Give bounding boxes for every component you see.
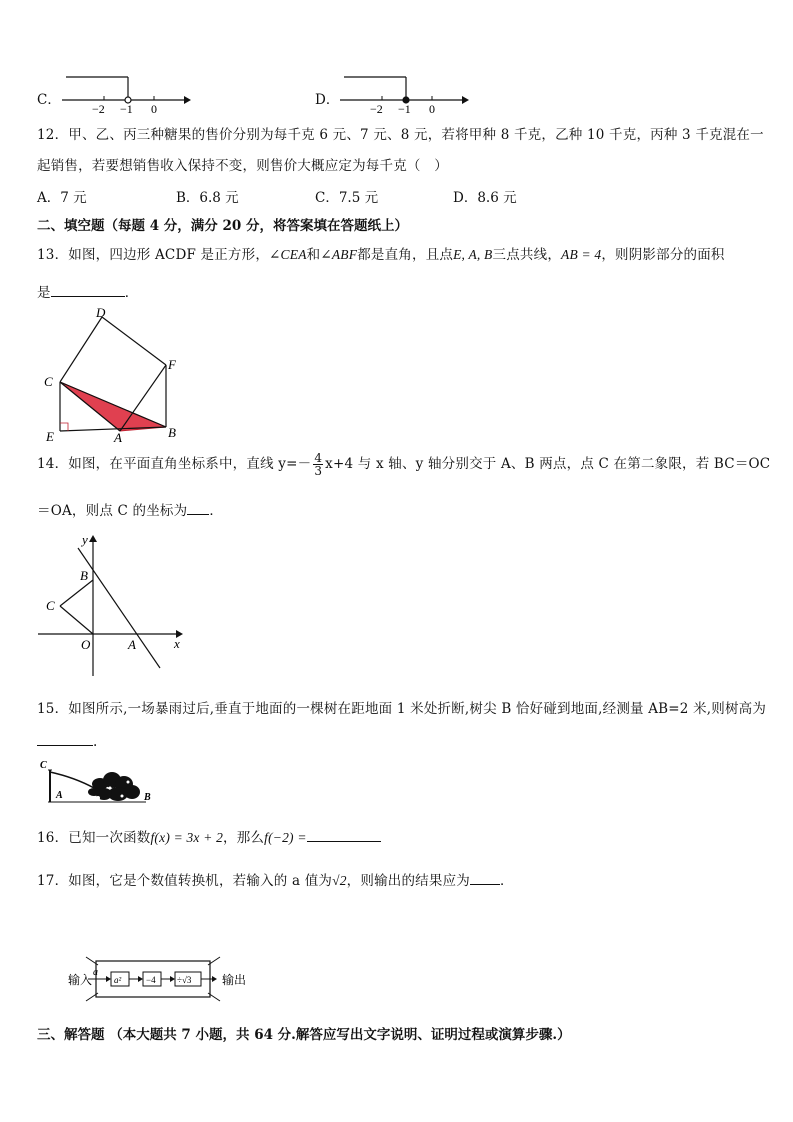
q17-text: 17．如图，它是个数值转换机，若输入的 a 值为√2，则输出的结果应为 ． — [37, 869, 514, 889]
q17-conversion-machine — [66, 955, 256, 1003]
q14-coordinate-figure — [36, 528, 186, 678]
section-3-title: 三、解答题 （本大题共 7 小题，共 64 分.解答应写出文字说明、证明过程或演算步骤.） — [37, 1027, 571, 1043]
q12-option-a: A．7 元 — [37, 190, 87, 206]
q12-text-line2: 起销售，若要想销售收入保持不变，则售价大概应定为每千克（ ） — [37, 158, 448, 174]
label-c: C — [44, 374, 53, 389]
function-def: f(x) = 3x + 2 — [150, 830, 224, 845]
box-divide: ÷√3 — [177, 975, 192, 985]
tick-label: 0 — [429, 102, 435, 114]
input-var: a — [93, 967, 98, 978]
label-a: A — [114, 430, 122, 445]
input-value: √2 — [332, 873, 347, 888]
angle-cea: ∠CEA — [269, 247, 307, 262]
box-minus: −4 — [146, 975, 156, 985]
answer-blank — [51, 282, 125, 297]
q13-text-line1: 13．如图，四边形 ACDF 是正方形，∠CEA和∠ABF都是直角，且点E, A, B三点共线，AB = 4，则阴影部分的面积 — [37, 247, 725, 263]
input-label: 输入 — [68, 973, 93, 987]
collinear-points: E, A, B — [453, 247, 493, 262]
q15-tree-figure — [38, 758, 168, 808]
label-c: C — [46, 598, 55, 613]
q12-option-c: C．7.5 元 — [315, 190, 379, 206]
label-e: E — [46, 429, 54, 444]
box-square: a² — [114, 975, 122, 985]
q15-text-line2: . — [37, 731, 98, 750]
fraction-4-3: $\frac{4}{3}$ — [314, 451, 323, 478]
tick-label: −1 — [120, 102, 133, 114]
label-c: C — [40, 760, 47, 771]
answer-blank — [37, 731, 93, 746]
label-a: A — [56, 790, 63, 801]
tick-label: 0 — [151, 102, 157, 114]
label-f: F — [168, 357, 176, 372]
tick-label: −1 — [398, 102, 411, 114]
label-b: B — [144, 792, 151, 803]
q11-option-c-number-line — [58, 72, 193, 114]
q15-text-line1: 15．如图所示,一场暴雨过后,垂直于地面的一棵树在距地面 1 米处折断,树尖 B 恰好碰到地面,经测量 AB=2 米,则树高为 — [37, 701, 767, 717]
q12-option-d: D．8.6 元 — [453, 190, 517, 206]
q11-option-c-label: C． — [37, 92, 61, 108]
label-a: A — [128, 637, 136, 652]
answer-blank — [470, 870, 500, 885]
label-b: B — [80, 568, 88, 583]
label-y: y — [82, 532, 88, 547]
tree-crown-icon — [88, 772, 140, 801]
q12-option-b: B．6.8 元 — [176, 190, 239, 206]
label-x: x — [174, 636, 180, 651]
answer-blank — [187, 500, 209, 515]
function-eval: f(−2) = — [264, 830, 307, 845]
q16-text: 16．已知一次函数f(x) = 3x + 2，那么f(−2) = — [37, 826, 381, 846]
answer-blank — [307, 827, 381, 842]
label-b: B — [168, 425, 176, 440]
q14-text-line1: 14．如图，在平面直角坐标系中，直线 y=－ $\frac{4}{3}$ x+4 与 x 轴、y 轴分别交于 A、B 两点，点 C 在第二象限，若 BC＝OC — [37, 451, 771, 478]
q11-option-d-label: D． — [315, 92, 340, 108]
q14-text-line2: ＝OA，则点 C 的坐标为 ． — [37, 499, 223, 519]
label-o: O — [81, 637, 91, 652]
given-ab: AB = 4 — [561, 247, 602, 262]
section-2-title: 二、填空题（每题 4 分，满分 20 分，将答案填在答题纸上） — [37, 218, 408, 234]
tick-label: −2 — [92, 102, 105, 114]
label-d: D — [96, 305, 106, 320]
output-label: 输出 — [222, 973, 247, 987]
tick-label: −2 — [370, 102, 383, 114]
q13-figure — [40, 305, 185, 445]
q11-option-d-number-line — [336, 72, 471, 114]
angle-abf: ∠ABF — [320, 247, 358, 262]
q12-text-line1: 12．甲、乙、丙三种糖果的售价分别为每千克 6 元、7 元、8 元，若将甲种 8 千克，乙种 10 千克，丙种 3 千克混在一 — [37, 127, 764, 143]
q13-text-line2: 是 ． — [37, 281, 138, 301]
